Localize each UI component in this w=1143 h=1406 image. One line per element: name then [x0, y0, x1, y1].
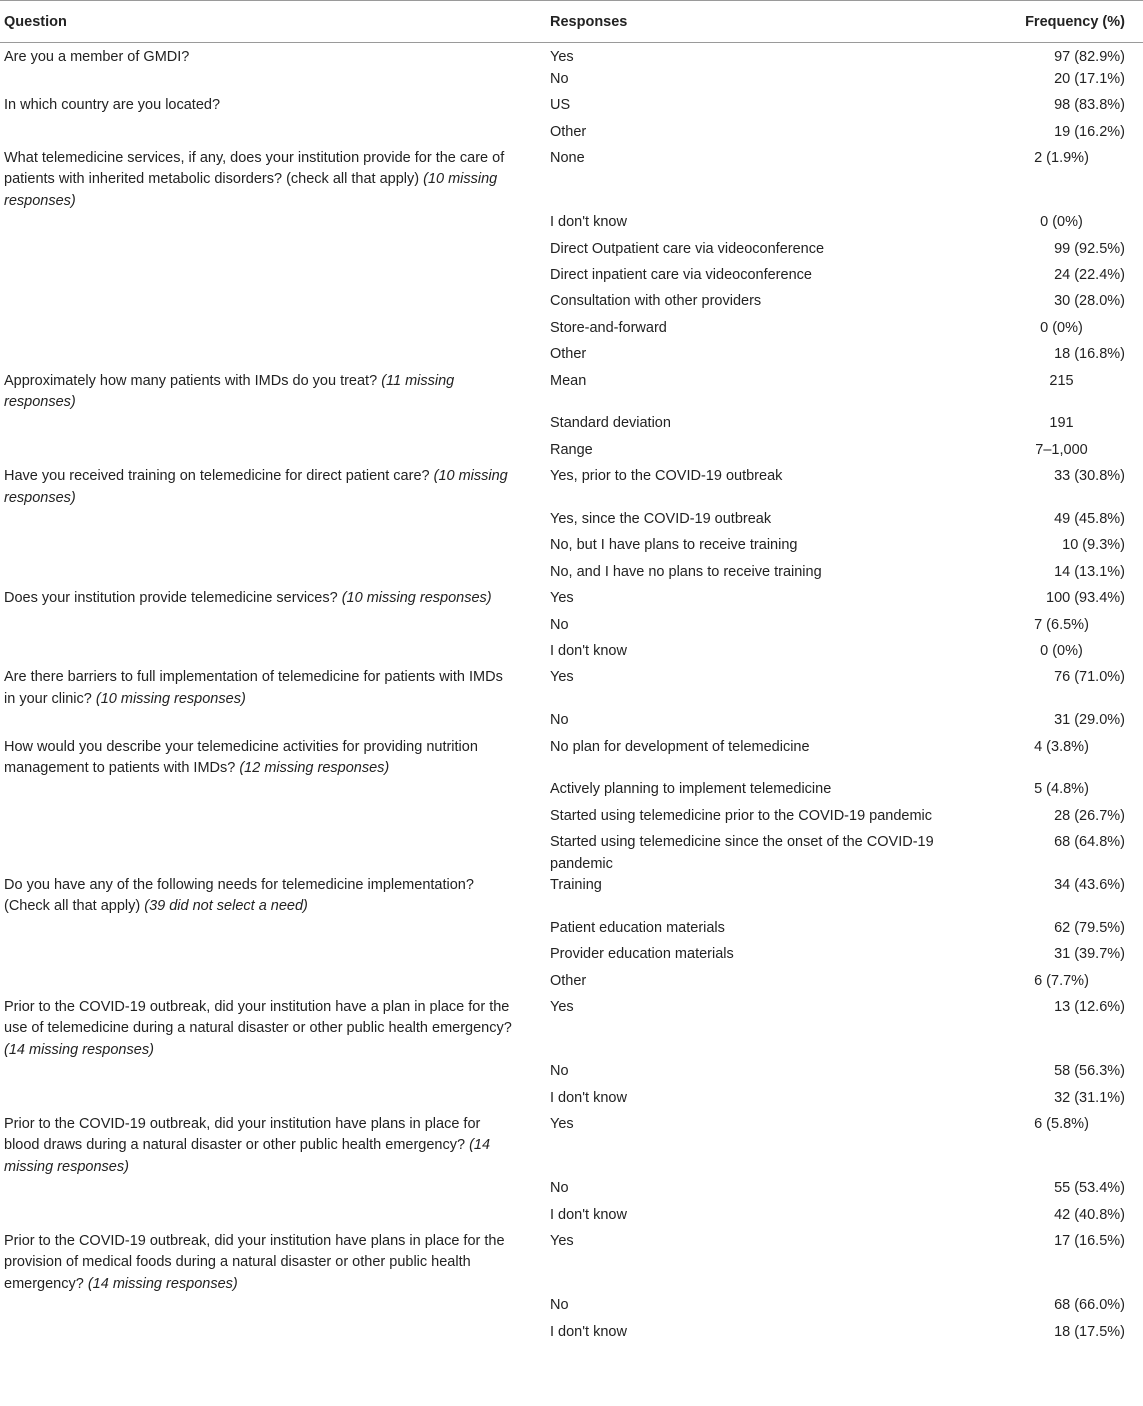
table-row — [0, 43, 1143, 69]
table-row — [0, 944, 1143, 970]
question-cell — [0, 641, 546, 667]
table-row — [0, 413, 1143, 439]
table-row — [0, 535, 1143, 561]
question-cell — [0, 1322, 546, 1348]
missing-note: (12 missing responses) — [239, 759, 390, 776]
question-cell — [0, 1114, 546, 1178]
question-cell — [0, 710, 546, 736]
question-cell — [0, 440, 546, 466]
question-cell — [0, 1205, 546, 1231]
response-cell: Store-and-forward — [550, 319, 667, 336]
frequency-cell: 2 (1.9%) — [1034, 150, 1089, 167]
response-cell: No — [550, 70, 569, 87]
frequency-column-header: Frequency (%) — [978, 1, 1143, 43]
table-row — [0, 997, 1143, 1061]
question-cell — [0, 971, 546, 997]
response-cell: Started using telemedicine prior to the COVID-19 pandemic — [550, 807, 933, 824]
response-cell: No — [550, 1063, 569, 1080]
question-cell — [0, 69, 546, 95]
frequency-cell: 33 (30.8%) — [1054, 468, 1125, 485]
question-cell — [0, 318, 546, 344]
table-row — [0, 509, 1143, 535]
table-row — [0, 832, 1143, 875]
question-cell — [0, 344, 546, 370]
question-cell — [0, 212, 546, 238]
frequency-cell: 17 (16.5%) — [1054, 1232, 1125, 1249]
response-cell: Other — [550, 123, 587, 140]
question-text: In which country are you located? — [4, 97, 221, 114]
response-cell: Yes — [550, 49, 574, 65]
missing-note: (14 missing responses) — [4, 1041, 154, 1058]
response-cell: Yes — [550, 1115, 574, 1132]
missing-note: (39 did not select a need) — [144, 898, 308, 915]
response-cell: I don't know — [550, 1089, 627, 1106]
table-row — [0, 641, 1143, 667]
frequency-cell: 19 (16.2%) — [1054, 123, 1125, 140]
question-text: Prior to the COVID-19 outbreak, did your institution have a plan in place for the use of telemedicine during a natural disaster or other public health emergency? — [4, 998, 512, 1037]
question-text: Approximately how many patients with IMDs do you treat? — [4, 372, 378, 389]
question-text: Do you have any of the following needs for telemedicine implementation? (Check all that apply) — [4, 876, 474, 915]
frequency-cell: 30 (28.0%) — [1054, 293, 1125, 310]
frequency-cell: 68 (64.8%) — [1054, 834, 1125, 851]
question-cell — [0, 806, 546, 832]
response-cell: Mean — [550, 372, 587, 389]
table-row — [0, 265, 1143, 291]
table-row — [0, 806, 1143, 832]
missing-note: (11 missing responses) — [4, 372, 455, 411]
table-row — [0, 1178, 1143, 1204]
table-row — [0, 344, 1143, 370]
frequency-cell: 32 (31.1%) — [1054, 1089, 1125, 1106]
frequency-cell: 0 (0%) — [1040, 319, 1083, 336]
question-cell — [0, 122, 546, 148]
frequency-cell: 6 (5.8%) — [1034, 1115, 1089, 1132]
question-text: Are there barriers to full implementation of telemedicine for patients with IMDs in your clinic? — [4, 669, 503, 707]
frequency-cell: 55 (53.4%) — [1054, 1180, 1125, 1197]
question-cell — [0, 535, 546, 561]
question-cell — [0, 779, 546, 805]
table-row — [0, 239, 1143, 265]
response-cell: Patient education materials — [550, 919, 725, 936]
frequency-cell: 18 (17.5%) — [1054, 1323, 1125, 1340]
response-cell: Yes — [550, 669, 574, 686]
table-row — [0, 667, 1143, 710]
frequency-cell: 98 (83.8%) — [1054, 97, 1125, 114]
frequency-cell: 4 (3.8%) — [1034, 738, 1089, 755]
response-cell: Yes — [550, 1232, 574, 1249]
table-row — [0, 371, 1143, 414]
missing-note: (10 missing responses) — [341, 590, 492, 607]
missing-note: (10 missing responses) — [4, 171, 498, 209]
response-cell: I don't know — [550, 642, 627, 659]
response-cell: No — [550, 616, 569, 633]
question-text: Does your institution provide telemedicine services? — [4, 590, 338, 607]
table-row — [0, 1061, 1143, 1087]
table-row — [0, 122, 1143, 148]
question-cell — [0, 615, 546, 641]
table-row — [0, 291, 1143, 317]
question-cell — [0, 918, 546, 944]
frequency-cell: 68 (66.0%) — [1054, 1297, 1125, 1314]
frequency-cell: 6 (7.7%) — [1034, 972, 1089, 989]
question-cell — [0, 944, 546, 970]
question-cell — [0, 562, 546, 588]
question-cell — [0, 291, 546, 317]
table-row — [0, 737, 1143, 780]
question-cell — [0, 413, 546, 439]
header-row — [0, 1, 1143, 43]
table-row — [0, 1322, 1143, 1348]
response-cell: Direct Outpatient care via videoconference — [550, 240, 825, 257]
frequency-cell: 14 (13.1%) — [1054, 563, 1125, 580]
response-cell: I don't know — [550, 1323, 627, 1340]
table-row — [0, 588, 1143, 614]
table-row — [0, 1205, 1143, 1231]
response-cell: None — [550, 150, 585, 167]
question-cell — [0, 265, 546, 291]
frequency-cell: 5 (4.8%) — [1034, 781, 1089, 798]
question-text: How would you describe your telemedicine activities for providing nutrition management to patients with IMDs? — [4, 738, 478, 776]
frequency-cell: 13 (12.6%) — [1054, 998, 1125, 1015]
response-cell: Actively planning to implement telemedicine — [550, 781, 832, 798]
frequency-cell: 0 (0%) — [1040, 642, 1083, 659]
table-row — [0, 69, 1143, 95]
response-cell: Consultation with other providers — [550, 293, 762, 310]
table-row — [0, 440, 1143, 466]
table-row — [0, 466, 1143, 509]
table-row — [0, 779, 1143, 805]
frequency-cell: 31 (29.0%) — [1054, 712, 1125, 729]
table-row — [0, 971, 1143, 997]
question-cell — [0, 95, 546, 121]
question-text: Are you a member of GMDI? — [4, 49, 190, 65]
table-row — [0, 615, 1143, 641]
question-text: Prior to the COVID-19 outbreak, did your institution have plans in place for blood draws during a natural disaster or other public health emergency? — [4, 1115, 481, 1154]
frequency-cell: 34 (43.6%) — [1054, 876, 1125, 893]
question-cell — [0, 832, 546, 875]
question-cell — [0, 1061, 546, 1087]
response-cell: Provider education materials — [550, 946, 734, 963]
question-cell — [0, 371, 546, 414]
question-cell — [0, 466, 546, 509]
response-cell: Yes, since the COVID-19 outbreak — [550, 511, 772, 528]
question-cell — [0, 588, 546, 614]
response-cell: No — [550, 1297, 569, 1314]
response-cell: US — [550, 97, 571, 114]
frequency-cell: 99 (92.5%) — [1054, 240, 1125, 257]
frequency-cell: 20 (17.1%) — [1054, 70, 1125, 87]
frequency-cell: 58 (56.3%) — [1054, 1063, 1125, 1080]
response-cell: Other — [550, 346, 587, 363]
question-text: What telemedicine services, if any, does your institution provide for the care of patients with inherited metabolic disorders? (check all that apply) — [4, 150, 505, 188]
response-cell: No plan for development of telemedicine — [550, 738, 810, 755]
table-row — [0, 212, 1143, 238]
response-cell: I don't know — [550, 214, 627, 231]
question-cell — [0, 1178, 546, 1204]
missing-note: (10 missing responses) — [95, 690, 246, 707]
frequency-cell: 7–1,000 — [1035, 441, 1088, 458]
response-cell: Direct inpatient care via videoconference — [550, 267, 812, 284]
table-row — [0, 95, 1143, 121]
response-cell: No, but I have plans to receive training — [550, 537, 798, 554]
frequency-cell: 191 — [1049, 415, 1074, 432]
table-row — [0, 1231, 1143, 1295]
question-column-header: Question — [0, 1, 546, 43]
frequency-cell: 18 (16.8%) — [1054, 346, 1125, 363]
question-cell — [0, 148, 546, 212]
question-text: Prior to the COVID-19 outbreak, did your institution have plans in place for the provision of medical foods during a natural disaster or other public health emergency? — [4, 1232, 505, 1292]
response-cell: Started using telemedicine since the onset of the COVID-19 pandemic — [550, 834, 934, 872]
frequency-cell: 215 — [1049, 372, 1074, 389]
frequency-cell: 62 (79.5%) — [1054, 919, 1125, 936]
table-row — [0, 1114, 1143, 1178]
response-cell: Standard deviation — [550, 415, 671, 432]
table-row — [0, 318, 1143, 344]
question-cell — [0, 1088, 546, 1114]
frequency-cell: 10 (9.3%) — [1062, 537, 1125, 554]
question-cell — [0, 239, 546, 265]
question-text: Have you received training on telemedicine for direct patient care? — [4, 468, 430, 485]
table-row — [0, 1295, 1143, 1321]
table-row — [0, 918, 1143, 944]
frequency-cell: 7 (6.5%) — [1034, 616, 1089, 633]
response-cell: Range — [550, 441, 593, 458]
frequency-cell: 76 (71.0%) — [1054, 669, 1125, 686]
response-cell: Yes, prior to the COVID-19 outbreak — [550, 468, 783, 485]
table-row — [0, 710, 1143, 736]
response-cell: No — [550, 1180, 569, 1197]
response-cell: Yes — [550, 998, 574, 1015]
question-cell — [0, 667, 546, 710]
response-cell: No — [550, 712, 569, 729]
response-cell: Other — [550, 972, 587, 989]
frequency-cell: 100 (93.4%) — [1046, 590, 1125, 607]
frequency-cell: 28 (26.7%) — [1054, 807, 1125, 824]
frequency-cell: 24 (22.4%) — [1054, 267, 1125, 284]
response-cell: Yes — [550, 590, 574, 607]
question-cell — [0, 1231, 546, 1295]
table-row — [0, 148, 1143, 212]
response-cell: I don't know — [550, 1206, 627, 1223]
question-cell — [0, 1295, 546, 1321]
frequency-cell: 97 (82.9%) — [1054, 49, 1125, 65]
response-cell: Training — [550, 876, 602, 893]
frequency-cell: 42 (40.8%) — [1054, 1206, 1125, 1223]
frequency-cell: 0 (0%) — [1040, 214, 1083, 231]
frequency-cell: 31 (39.7%) — [1054, 946, 1125, 963]
table-row — [0, 1088, 1143, 1114]
response-cell: No, and I have no plans to receive training — [550, 563, 822, 580]
missing-note: (14 missing responses) — [87, 1275, 238, 1292]
question-cell — [0, 43, 546, 69]
table-row — [0, 562, 1143, 588]
question-cell — [0, 875, 546, 918]
responses-column-header: Responses — [546, 1, 978, 43]
missing-note: (14 missing responses) — [4, 1137, 491, 1175]
question-cell — [0, 737, 546, 780]
question-cell — [0, 509, 546, 535]
frequency-cell: 49 (45.8%) — [1054, 511, 1125, 528]
question-cell — [0, 997, 546, 1061]
missing-note: (10 missing responses) — [4, 468, 508, 506]
table-row — [0, 875, 1143, 918]
